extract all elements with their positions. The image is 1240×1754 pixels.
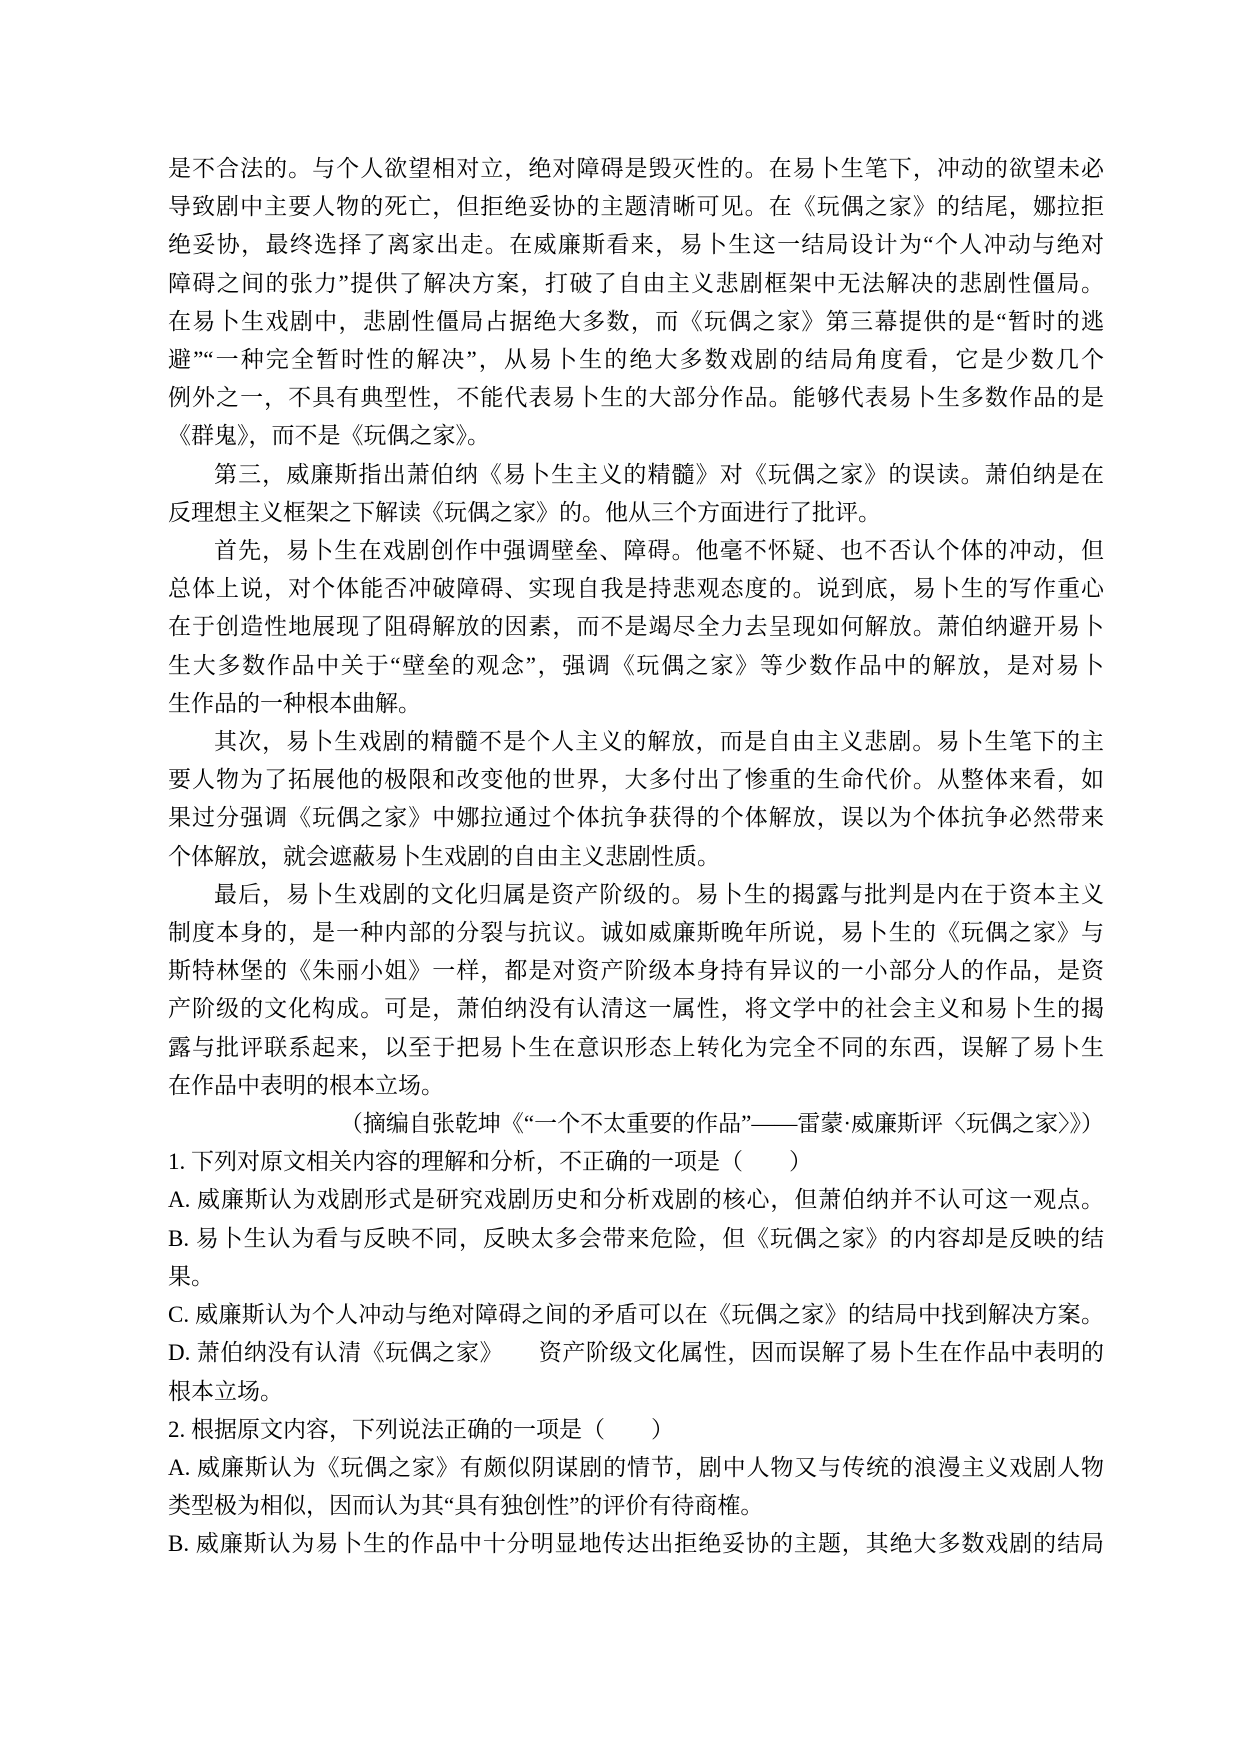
question-1-option-a: A. 威廉斯认为戏剧形式是研究戏剧历史和分析戏剧的核心，但萧伯纳并不认可这一观点。 [168,1187,1104,1213]
body-line: 反理想主义框架之下解读《玩偶之家》的。他从三个方面进行了批评。 [168,499,881,525]
question-1-option-d: D. 萧伯纳没有认清《玩偶之家》 资产阶级文化属性，因而误解了易卜生在作品中表明的 [168,1340,1104,1366]
body-line: 绝妥协，最终选择了离家出走。在威廉斯看来，易卜生这一结局设计为“个人冲动与绝对 [168,232,1104,258]
body-line: 在易卜生戏剧中，悲剧性僵局占据绝大多数，而《玩偶之家》第三幕提供的是“暂时的逃 [168,308,1104,334]
question-1-option-d-cont: 根本立场。 [168,1378,283,1404]
question-2-option-b: B. 威廉斯认为易卜生的作品中十分明显地传达出拒绝妥协的主题，其绝大多数戏剧的结局 [168,1531,1104,1557]
body-line: 首先，易卜生在戏剧创作中强调壁垒、障碍。他毫不怀疑、也不否认个体的冲动，但 [214,538,1104,564]
body-line: 在作品中表明的根本立场。 [168,1072,444,1098]
body-line: 是不合法的。与个人欲望相对立，绝对障碍是毁灭性的。在易卜生笔下，冲动的欲望未必 [168,156,1104,181]
body-line: 其次，易卜生戏剧的精髓不是个人主义的解放，而是自由主义悲剧。易卜生笔下的主 [214,729,1104,755]
question-1-option-b: B. 易卜生认为看与反映不同，反映太多会带来危险，但《玩偶之家》的内容却是反映的结 [168,1225,1104,1251]
body-line: 《群鬼》，而不是《玩偶之家》。 [168,423,490,449]
question-1-stem: 1. 下列对原文相关内容的理解和分析，不正确的一项是（ ） [168,1149,812,1175]
body-line: 果过分强调《玩偶之家》中娜拉通过个体抗争获得的个体解放，误以为个体抗争必然带来 [168,805,1104,831]
body-line: 个体解放，就会遮蔽易卜生戏剧的自由主义悲剧性质。 [168,843,720,869]
body-line: 生作品的一种根本曲解。 [168,690,421,716]
body-line: 障碍之间的张力”提供了解决方案，打破了自由主义悲剧框架中无法解决的悲剧性僵局。 [168,270,1104,296]
body-line: 露与批评联系起来，以至于把易卜生在意识形态上转化为完全不同的东西，误解了易卜生 [168,1034,1104,1060]
body-line: 避”“一种完全暂时性的解决”，从易卜生的绝大多数戏剧的结局角度看，它是少数几个 [168,347,1104,373]
body-line: 最后，易卜生戏剧的文化归属是资产阶级的。易卜生的揭露与批判是内在于资本主义 [214,881,1104,907]
body-line: 制度本身的，是一种内部的分裂与抗议。诚如威廉斯晚年所说，易卜生的《玩偶之家》与 [168,920,1104,946]
source-attribution: （摘编自张乾坤《“一个不太重要的作品”——雷蒙·威廉斯评〈玩偶之家〉》） [339,1111,1104,1137]
body-line: 在于创造性地展现了阻碍解放的因素，而不是竭尽全力去呈现如何解放。萧伯纳避开易卜 [168,614,1104,640]
question-1-option-b-cont: 果。 [168,1263,214,1289]
question-2-option-a: A. 威廉斯认为《玩偶之家》有颇似阴谋剧的情节，剧中人物又与传统的浪漫主义戏剧人物 [168,1454,1104,1480]
question-2-option-a-cont: 类型极为相似，因而认为其“具有独创性”的评价有待商榷。 [168,1493,764,1519]
document-text [168,150,1104,1564]
body-line: 例外之一，不具有典型性，不能代表易卜生的大部分作品。能够代表易卜生多数作品的是 [168,385,1104,411]
body-line: 要人物为了拓展他的极限和改变他的世界，大多付出了惨重的生命代价。从整体来看，如 [168,767,1104,793]
question-2-stem: 2. 根据原文内容，下列说法正确的一项是（ ） [168,1416,674,1442]
body-line: 生大多数作品中关于“壁垒的观念”，强调《玩偶之家》等少数作品中的解放，是对易卜 [168,652,1104,678]
body-line: 斯特林堡的《朱丽小姐》一样，都是对资产阶级本身持有异议的一小部分人的作品，是资 [168,958,1104,984]
question-1-option-c: C. 威廉斯认为个人冲动与绝对障碍之间的矛盾可以在《玩偶之家》的结局中找到解决方案。 [168,1302,1104,1328]
body-line: 导致剧中主要人物的死亡，但拒绝妥协的主题清晰可见。在《玩偶之家》的结尾，娜拉拒 [168,194,1104,220]
body-line: 产阶级的文化构成。可是，萧伯纳没有认清这一属性，将文学中的社会主义和易卜生的揭 [168,996,1104,1022]
body-line: 第三，威廉斯指出萧伯纳《易卜生主义的精髓》对《玩偶之家》的误读。萧伯纳是在 [214,461,1104,487]
body-line: 总体上说，对个体能否冲破障碍、实现自我是持悲观态度的。说到底，易卜生的写作重心 [168,576,1104,602]
